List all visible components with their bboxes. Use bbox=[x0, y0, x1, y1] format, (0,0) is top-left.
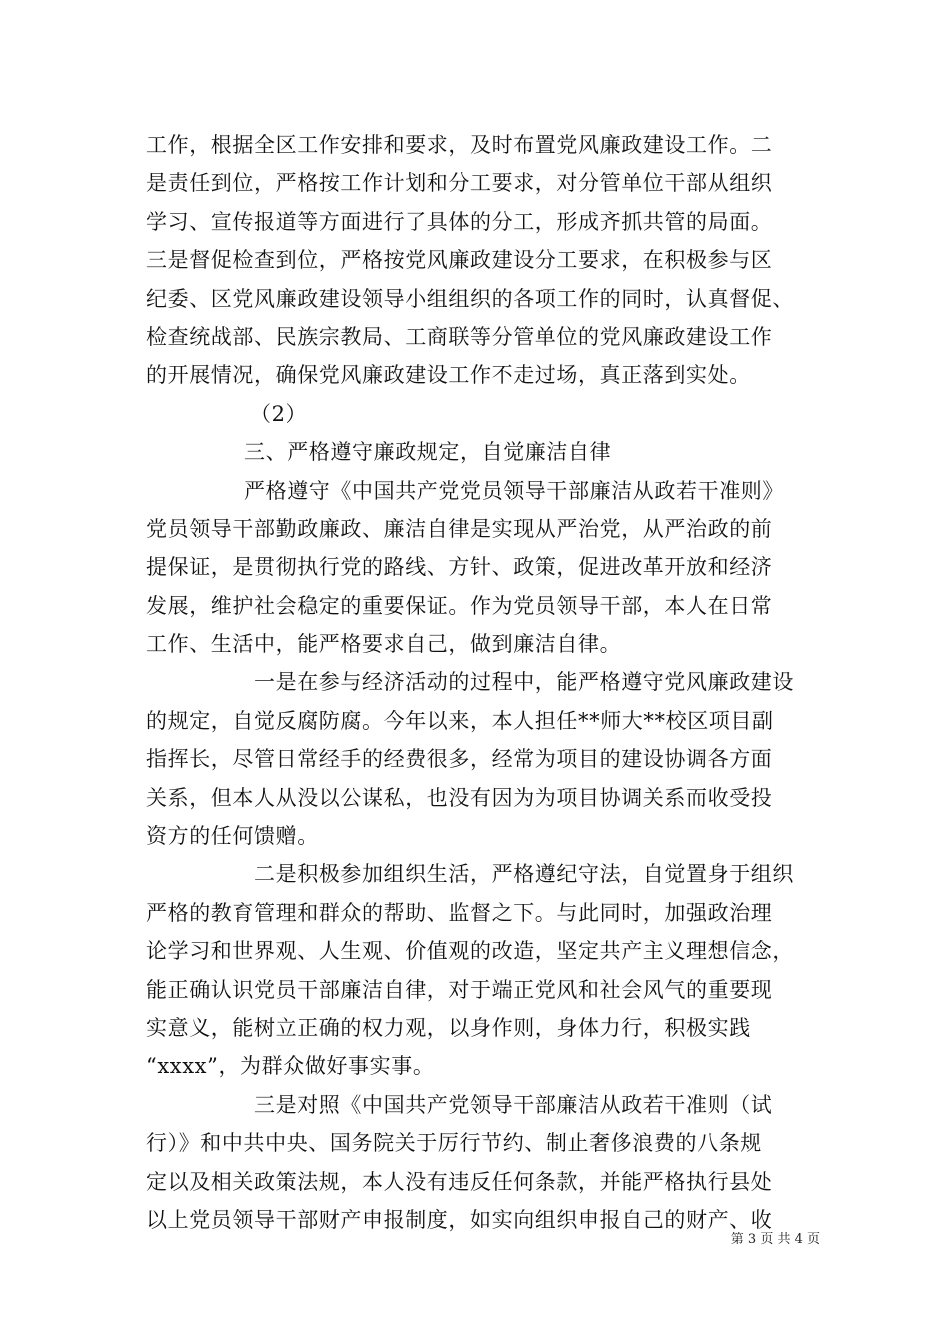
paragraph-start: 三是对照《中国共产党领导干部廉洁从政若干准则（试 bbox=[254, 1092, 773, 1117]
paragraph-start: 一是在参与经济活动的过程中，能严格遵守党风廉政建设 bbox=[254, 670, 794, 695]
text-line: 工作、生活中，能严格要求自己，做到廉洁自律。 bbox=[146, 632, 622, 657]
text-line: 党员领导干部勤政廉政、廉洁自律是实现从严治党，从严治政的前 bbox=[146, 516, 773, 541]
text-line: “xxxx”，为群众做好事实事。 bbox=[146, 1054, 435, 1079]
text-line: 学习、宣传报道等方面进行了具体的分工，形成齐抓共管的局面。 bbox=[146, 209, 773, 234]
text-line: 论学习和世界观、人生观、价值观的改造，坚定共产主义理想信念， bbox=[146, 939, 794, 964]
text-line: 以上党员领导干部财产申报制度，如实向组织申报自己的财产、收 bbox=[146, 1207, 773, 1232]
text-line: 实意义，能树立正确的权力观，以身作则，身体力行，积极实践 bbox=[146, 1015, 751, 1040]
text-line: 严格的教育管理和群众的帮助、监督之下。与此同时，加强政治理 bbox=[146, 900, 773, 925]
text-line: 提保证，是贯彻执行党的路线、方针、政策，促进改革开放和经济 bbox=[146, 555, 773, 580]
paragraph-start: 二是积极参加组织生活，严格遵纪守法，自觉置身于组织 bbox=[254, 862, 794, 887]
text-line: 是责任到位，严格按工作计划和分工要求，对分管单位干部从组织 bbox=[146, 171, 773, 196]
subheading: 严格遵守《中国共产党党员领导干部廉洁从政若干准则》 bbox=[244, 478, 784, 503]
item-number: （2） bbox=[250, 401, 308, 426]
text-line: 检查统战部、民族宗教局、工商联等分管单位的党风廉政建设工作 bbox=[146, 324, 773, 349]
text-line: 发展，维护社会稳定的重要保证。作为党员领导干部，本人在日常 bbox=[146, 593, 773, 618]
text-line: 工作，根据全区工作安排和要求，及时布置党风廉政建设工作。二 bbox=[146, 133, 773, 157]
text-line: 资方的任何馈赠。 bbox=[146, 824, 319, 849]
section-heading: 三、严格遵守廉政规定，自觉廉洁自律 bbox=[244, 440, 612, 465]
text-line: 的规定，自觉反腐防腐。今年以来，本人担任**师大**校区项目副 bbox=[146, 708, 774, 733]
text-line: 三是督促检查到位，严格按党风廉政建设分工要求，在积极参与区 bbox=[146, 248, 773, 273]
text-line: 行）》和中共中央、国务院关于厉行节约、制止奢侈浪费的八条规 bbox=[146, 1131, 762, 1156]
text-line: 的开展情况，确保党风廉政建设工作不走过场，真正落到实处。 bbox=[146, 363, 751, 388]
text-line: 指挥长，尽管日常经手的经费很多，经常为项目的建设协调各方面 bbox=[146, 747, 773, 772]
document-body bbox=[146, 126, 820, 1239]
text-line: 关系，但本人从没以公谋私，也没有因为为项目协调关系而收受投 bbox=[146, 785, 773, 810]
text-line: 纪委、区党风廉政建设领导小组组织的各项工作的同时，认真督促、 bbox=[146, 286, 794, 311]
page-number-footer: 第 3 页 共 4 页 bbox=[730, 1232, 820, 1247]
text-line: 定以及相关政策法规，本人没有违反任何条款，并能严格执行县处 bbox=[146, 1169, 773, 1194]
text-line: 能正确认识党员干部廉洁自律，对于端正党风和社会风气的重要现 bbox=[146, 977, 773, 1002]
